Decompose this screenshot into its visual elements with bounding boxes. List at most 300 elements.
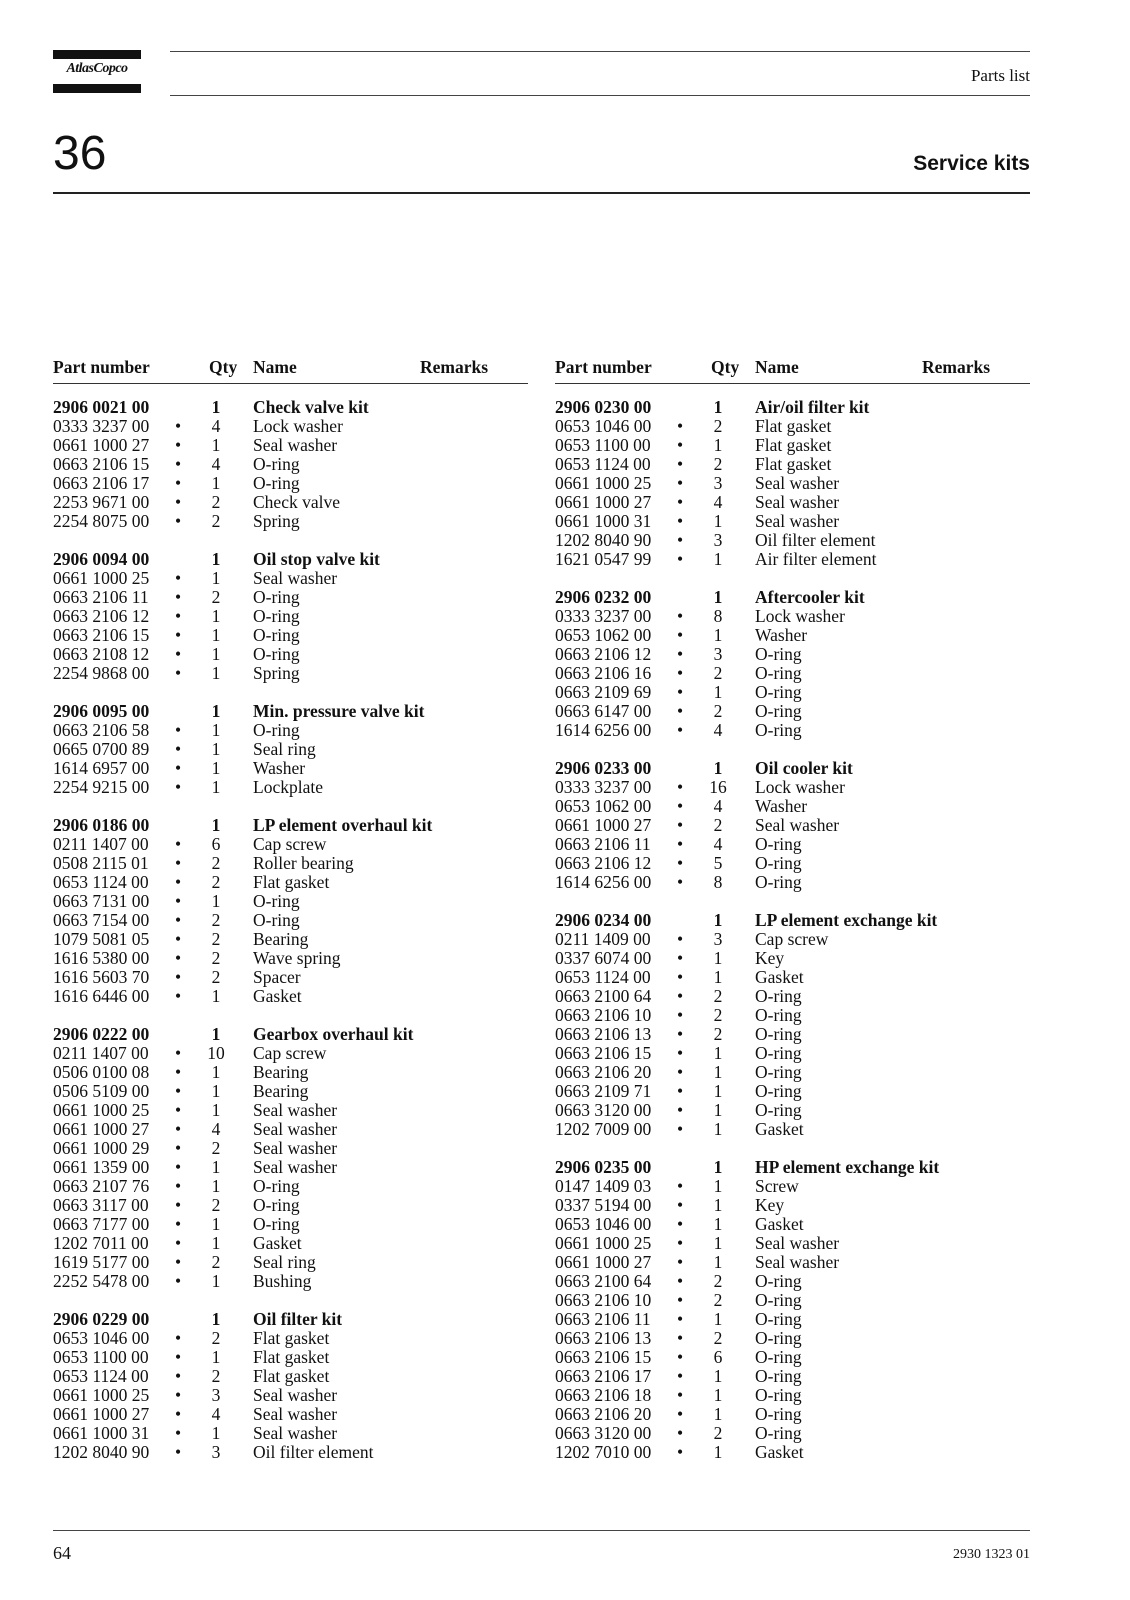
part-row — [53, 1196, 528, 1215]
part-qty: 1 — [211, 1062, 221, 1082]
part-row — [555, 683, 1030, 702]
part-qty: 2 — [713, 416, 723, 436]
part-row — [555, 493, 1030, 512]
part-row — [53, 569, 528, 588]
part-row — [555, 455, 1030, 474]
part-qty: 2 — [713, 1423, 723, 1443]
part-row — [555, 626, 1030, 645]
bullet-marker: • — [175, 625, 182, 645]
header-rule-top — [170, 51, 1030, 52]
part-qty: 1 — [713, 549, 723, 569]
part-number: 1614 6256 00 — [555, 872, 652, 892]
kit-header-row — [53, 550, 528, 569]
part-qty: 1 — [211, 1100, 221, 1120]
part-name: Gasket — [253, 986, 302, 1006]
part-name: Air filter element — [755, 549, 877, 569]
kit-header-row — [555, 588, 1030, 607]
part-row — [53, 740, 528, 759]
bullet-marker: • — [677, 1328, 684, 1348]
part-row — [53, 1063, 528, 1082]
part-qty: 10 — [207, 1043, 225, 1063]
kit-group — [53, 1025, 528, 1291]
part-name: O-ring — [755, 872, 802, 892]
part-qty: 4 — [211, 1404, 221, 1424]
bullet-marker: • — [677, 511, 684, 531]
part-name: Seal washer — [755, 1252, 840, 1272]
part-number: 0663 2106 58 — [53, 720, 150, 740]
bullet-marker: • — [677, 1043, 684, 1063]
part-qty: 4 — [211, 1119, 221, 1139]
part-row — [555, 1386, 1030, 1405]
header-part-number: Part number — [53, 357, 150, 377]
part-name: O-ring — [755, 1328, 802, 1348]
part-name: Washer — [253, 758, 306, 778]
part-number: 1619 5177 00 — [53, 1252, 150, 1272]
bullet-marker: • — [175, 1195, 182, 1215]
kit-name: LP element exchange kit — [755, 910, 938, 930]
part-name: O-ring — [755, 1005, 802, 1025]
part-name: Seal washer — [253, 568, 338, 588]
part-qty: 1 — [211, 758, 221, 778]
bullet-marker: • — [677, 815, 684, 835]
part-number: 0663 7131 00 — [53, 891, 150, 911]
header-rule-bottom — [170, 95, 1030, 96]
part-row — [53, 512, 528, 531]
part-row — [555, 1234, 1030, 1253]
kit-qty: 1 — [713, 758, 723, 778]
kit-group — [53, 702, 528, 797]
part-name: Seal washer — [253, 1138, 338, 1158]
bullet-marker: • — [677, 1309, 684, 1329]
part-name: Lock washer — [755, 606, 845, 626]
bullet-marker: • — [677, 1005, 684, 1025]
part-name: O-ring — [253, 1214, 300, 1234]
part-row — [53, 1215, 528, 1234]
part-row — [53, 930, 528, 949]
part-name: O-ring — [755, 1366, 802, 1386]
kit-part-number: 2906 0232 00 — [555, 587, 652, 607]
part-number: 0663 7154 00 — [53, 910, 150, 930]
kit-name: Aftercooler kit — [755, 587, 865, 607]
part-row — [53, 778, 528, 797]
part-name: Cap screw — [253, 834, 327, 854]
part-row — [555, 512, 1030, 531]
kit-qty: 1 — [713, 397, 723, 417]
part-qty: 1 — [713, 1176, 723, 1196]
part-qty: 2 — [713, 454, 723, 474]
kit-qty: 1 — [713, 1157, 723, 1177]
kit-qty: 1 — [211, 1024, 221, 1044]
part-qty: 6 — [211, 834, 221, 854]
kit-part-number: 2906 0233 00 — [555, 758, 652, 778]
part-name: O-ring — [755, 1385, 802, 1405]
part-number: 0663 2106 17 — [555, 1366, 652, 1386]
part-number: 0661 1000 29 — [53, 1138, 150, 1158]
part-row — [555, 1063, 1030, 1082]
part-name: Cap screw — [755, 929, 829, 949]
part-number: 0661 1359 00 — [53, 1157, 150, 1177]
header-remarks: Remarks — [420, 357, 489, 377]
bullet-marker: • — [677, 1404, 684, 1424]
part-number: 0663 2106 15 — [53, 454, 150, 474]
part-qty: 3 — [211, 1385, 221, 1405]
part-qty: 4 — [713, 796, 723, 816]
part-number: 1202 7009 00 — [555, 1119, 652, 1139]
bullet-marker: • — [677, 1252, 684, 1272]
part-name: Seal washer — [755, 815, 840, 835]
kit-name: Air/oil filter kit — [755, 397, 870, 417]
kit-list-left — [53, 384, 528, 1462]
kit-header-row — [53, 398, 528, 417]
part-name: O-ring — [755, 1024, 802, 1044]
bullet-marker: • — [175, 777, 182, 797]
part-name: O-ring — [755, 682, 802, 702]
part-row — [555, 1443, 1030, 1462]
header-part-number: Part number — [555, 357, 652, 377]
part-number: 0661 1000 31 — [555, 511, 652, 531]
bullet-marker: • — [677, 1442, 684, 1462]
part-name: O-ring — [755, 720, 802, 740]
part-number: 0661 1000 27 — [53, 1119, 150, 1139]
part-qty: 1 — [211, 606, 221, 626]
part-number: 0663 2108 12 — [53, 644, 150, 664]
kit-name: Oil cooler kit — [755, 758, 853, 778]
bullet-marker: • — [175, 758, 182, 778]
bullet-marker: • — [677, 777, 684, 797]
part-row — [555, 930, 1030, 949]
part-qty: 1 — [211, 1157, 221, 1177]
bullet-marker: • — [175, 1271, 182, 1291]
part-name: O-ring — [253, 644, 300, 664]
part-number: 0211 1409 00 — [555, 929, 651, 949]
part-row — [53, 436, 528, 455]
footer-rule — [53, 1530, 1030, 1531]
part-name: O-ring — [755, 1043, 802, 1063]
part-row — [53, 1348, 528, 1367]
part-row — [555, 1329, 1030, 1348]
part-qty: 1 — [211, 720, 221, 740]
kit-name: Oil stop valve kit — [253, 549, 380, 569]
part-row — [53, 1253, 528, 1272]
bullet-marker: • — [677, 1214, 684, 1234]
part-row — [53, 1158, 528, 1177]
part-number: 0337 6074 00 — [555, 948, 652, 968]
bullet-marker: • — [677, 435, 684, 455]
kit-part-number: 2906 0235 00 — [555, 1157, 652, 1177]
part-name: Wave spring — [253, 948, 341, 968]
part-row — [555, 550, 1030, 569]
part-qty: 2 — [211, 1195, 221, 1215]
part-qty: 1 — [211, 1271, 221, 1291]
part-qty: 8 — [713, 606, 723, 626]
part-qty: 2 — [713, 986, 723, 1006]
part-row — [53, 493, 528, 512]
bullet-marker: • — [677, 1195, 684, 1215]
part-name: Seal washer — [253, 1119, 338, 1139]
bullet-marker: • — [175, 1176, 182, 1196]
part-qty: 1 — [713, 1214, 723, 1234]
part-row — [53, 455, 528, 474]
bullet-marker: • — [175, 454, 182, 474]
part-qty: 1 — [713, 1119, 723, 1139]
part-qty: 1 — [211, 739, 221, 759]
bullet-marker: • — [175, 1423, 182, 1443]
part-row — [53, 721, 528, 740]
part-row — [53, 417, 528, 436]
bullet-marker: • — [175, 1214, 182, 1234]
part-qty: 1 — [713, 948, 723, 968]
part-name: O-ring — [253, 1176, 300, 1196]
kit-group — [555, 759, 1030, 892]
part-number: 2253 9671 00 — [53, 492, 150, 512]
part-qty: 1 — [211, 663, 221, 683]
part-name: Bearing — [253, 929, 309, 949]
kit-header-row — [555, 759, 1030, 778]
part-name: O-ring — [755, 853, 802, 873]
part-name: Gasket — [755, 1442, 804, 1462]
part-name: O-ring — [755, 1062, 802, 1082]
kit-name: Oil filter kit — [253, 1309, 343, 1329]
part-name: O-ring — [755, 1100, 802, 1120]
kit-header-row — [53, 1310, 528, 1329]
part-name: Seal washer — [755, 1233, 840, 1253]
part-name: Key — [755, 1195, 785, 1215]
part-number: 0653 1100 00 — [555, 435, 651, 455]
part-qty: 2 — [211, 948, 221, 968]
part-name: O-ring — [253, 587, 300, 607]
part-qty: 8 — [713, 872, 723, 892]
part-row — [53, 474, 528, 493]
part-row — [555, 436, 1030, 455]
bullet-marker: • — [175, 1347, 182, 1367]
bullet-marker: • — [677, 1100, 684, 1120]
part-number: 0661 1000 25 — [53, 568, 150, 588]
part-qty: 2 — [713, 1328, 723, 1348]
part-qty: 1 — [713, 1081, 723, 1101]
part-name: O-ring — [253, 1195, 300, 1215]
part-number: 0665 0700 89 — [53, 739, 150, 759]
part-row — [53, 1120, 528, 1139]
part-name: O-ring — [755, 701, 802, 721]
part-name: O-ring — [755, 1081, 802, 1101]
part-row — [53, 987, 528, 1006]
part-row — [555, 474, 1030, 493]
part-qty: 2 — [713, 663, 723, 683]
part-row — [555, 1272, 1030, 1291]
kit-name: HP element exchange kit — [755, 1157, 940, 1177]
part-name: O-ring — [253, 891, 300, 911]
part-name: Seal washer — [253, 1404, 338, 1424]
bullet-marker: • — [677, 606, 684, 626]
part-number: 0653 1062 00 — [555, 796, 652, 816]
part-row — [53, 835, 528, 854]
kit-qty: 1 — [211, 701, 221, 721]
kit-part-number: 2906 0234 00 — [555, 910, 652, 930]
part-number: 1079 5081 05 — [53, 929, 150, 949]
bullet-marker: • — [175, 1233, 182, 1253]
part-qty: 1 — [713, 1233, 723, 1253]
parts-column-left — [53, 357, 528, 1481]
part-number: 0663 2106 18 — [555, 1385, 652, 1405]
kit-qty: 1 — [211, 397, 221, 417]
part-qty: 1 — [713, 1252, 723, 1272]
part-number: 0653 1046 00 — [555, 416, 652, 436]
part-number: 0663 2106 15 — [555, 1043, 652, 1063]
part-number: 0211 1407 00 — [53, 834, 149, 854]
part-name: Flat gasket — [755, 454, 832, 474]
bullet-marker: • — [677, 663, 684, 683]
part-number: 0653 1124 00 — [53, 1366, 149, 1386]
part-row — [53, 645, 528, 664]
kit-part-number: 2906 0094 00 — [53, 549, 150, 569]
part-name: Seal washer — [755, 492, 840, 512]
kit-part-number: 2906 0230 00 — [555, 397, 652, 417]
part-number: 0333 3237 00 — [555, 606, 652, 626]
part-name: O-ring — [253, 720, 300, 740]
part-name: Key — [755, 948, 785, 968]
bullet-marker: • — [677, 872, 684, 892]
part-qty: 1 — [211, 644, 221, 664]
part-qty: 1 — [713, 625, 723, 645]
part-number: 1614 6256 00 — [555, 720, 652, 740]
part-name: O-ring — [755, 1347, 802, 1367]
part-number: 1202 8040 90 — [53, 1442, 150, 1462]
part-name: Screw — [755, 1176, 799, 1196]
part-row — [53, 1424, 528, 1443]
part-row — [555, 1044, 1030, 1063]
bullet-marker: • — [175, 720, 182, 740]
part-row — [555, 417, 1030, 436]
bullet-marker: • — [175, 1119, 182, 1139]
part-number: 0661 1000 27 — [555, 1252, 652, 1272]
logo-top-bar — [53, 50, 141, 59]
part-qty: 4 — [211, 454, 221, 474]
part-row — [555, 1120, 1030, 1139]
part-number: 0663 2106 12 — [53, 606, 150, 626]
bullet-marker: • — [677, 416, 684, 436]
part-number: 0663 2109 69 — [555, 682, 652, 702]
kit-name: Gearbox overhaul kit — [253, 1024, 414, 1044]
bullet-marker: • — [175, 1328, 182, 1348]
part-name: O-ring — [755, 663, 802, 683]
kit-group — [53, 550, 528, 683]
part-number: 0663 7177 00 — [53, 1214, 150, 1234]
kit-group — [53, 398, 528, 531]
part-name: Washer — [755, 796, 808, 816]
part-number: 1202 8040 90 — [555, 530, 652, 550]
bullet-marker: • — [175, 435, 182, 455]
part-row — [555, 607, 1030, 626]
chapter-number: 36 — [53, 127, 107, 180]
bullet-marker: • — [677, 1119, 684, 1139]
part-number: 2252 5478 00 — [53, 1271, 150, 1291]
part-number: 0663 2106 17 — [53, 473, 150, 493]
part-row — [53, 759, 528, 778]
part-name: Lockplate — [253, 777, 323, 797]
bullet-marker: • — [175, 416, 182, 436]
kit-group — [555, 398, 1030, 569]
part-qty: 2 — [211, 929, 221, 949]
bullet-marker: • — [677, 682, 684, 702]
part-qty: 1 — [713, 1043, 723, 1063]
part-name: O-ring — [253, 473, 300, 493]
kit-part-number: 2906 0021 00 — [53, 397, 150, 417]
bullet-marker: • — [677, 1290, 684, 1310]
chapter-title: Service kits — [913, 152, 1030, 175]
part-name: Bearing — [253, 1081, 309, 1101]
bullet-marker: • — [175, 929, 182, 949]
part-row — [53, 607, 528, 626]
part-row — [53, 1367, 528, 1386]
part-qty: 1 — [713, 1309, 723, 1329]
part-row — [555, 531, 1030, 550]
part-name: Washer — [755, 625, 808, 645]
part-qty: 3 — [713, 929, 723, 949]
bullet-marker: • — [677, 853, 684, 873]
column-header — [53, 357, 528, 384]
bullet-marker: • — [175, 910, 182, 930]
part-name: Gasket — [755, 1214, 804, 1234]
part-row — [555, 854, 1030, 873]
part-name: Bushing — [253, 1271, 312, 1291]
part-name: Lock washer — [755, 777, 845, 797]
bullet-marker: • — [677, 701, 684, 721]
part-number: 0663 2107 76 — [53, 1176, 150, 1196]
part-row — [555, 1177, 1030, 1196]
part-number: 0663 3120 00 — [555, 1100, 652, 1120]
part-name: O-ring — [755, 1309, 802, 1329]
bullet-marker: • — [175, 644, 182, 664]
part-number: 1202 7011 00 — [53, 1233, 149, 1253]
part-qty: 1 — [211, 473, 221, 493]
part-qty: 2 — [211, 492, 221, 512]
part-qty: 2 — [211, 872, 221, 892]
part-qty: 2 — [713, 1024, 723, 1044]
bullet-marker: • — [677, 625, 684, 645]
bullet-marker: • — [175, 568, 182, 588]
part-row — [555, 1348, 1030, 1367]
kit-name: LP element overhaul kit — [253, 815, 433, 835]
part-number: 0653 1124 00 — [555, 454, 651, 474]
part-row — [555, 702, 1030, 721]
part-number: 1614 6957 00 — [53, 758, 150, 778]
part-name: O-ring — [755, 1423, 802, 1443]
part-name: Flat gasket — [253, 872, 330, 892]
part-qty: 4 — [713, 492, 723, 512]
bullet-marker: • — [677, 530, 684, 550]
bullet-marker: • — [677, 1347, 684, 1367]
part-number: 0663 2109 71 — [555, 1081, 652, 1101]
part-qty: 1 — [211, 625, 221, 645]
part-row — [555, 1310, 1030, 1329]
bullet-marker: • — [677, 644, 684, 664]
kit-header-row — [53, 702, 528, 721]
part-name: Seal washer — [253, 435, 338, 455]
kit-group — [555, 911, 1030, 1139]
part-number: 0663 2106 15 — [53, 625, 150, 645]
part-name: O-ring — [755, 1404, 802, 1424]
bullet-marker: • — [677, 1233, 684, 1253]
part-row — [555, 1291, 1030, 1310]
part-row — [53, 664, 528, 683]
part-row — [53, 968, 528, 987]
part-number: 0506 5109 00 — [53, 1081, 150, 1101]
part-qty: 2 — [211, 511, 221, 531]
part-row — [53, 1443, 528, 1462]
part-number: 0661 1000 27 — [555, 815, 652, 835]
kit-group — [53, 816, 528, 1006]
bullet-marker: • — [677, 1385, 684, 1405]
